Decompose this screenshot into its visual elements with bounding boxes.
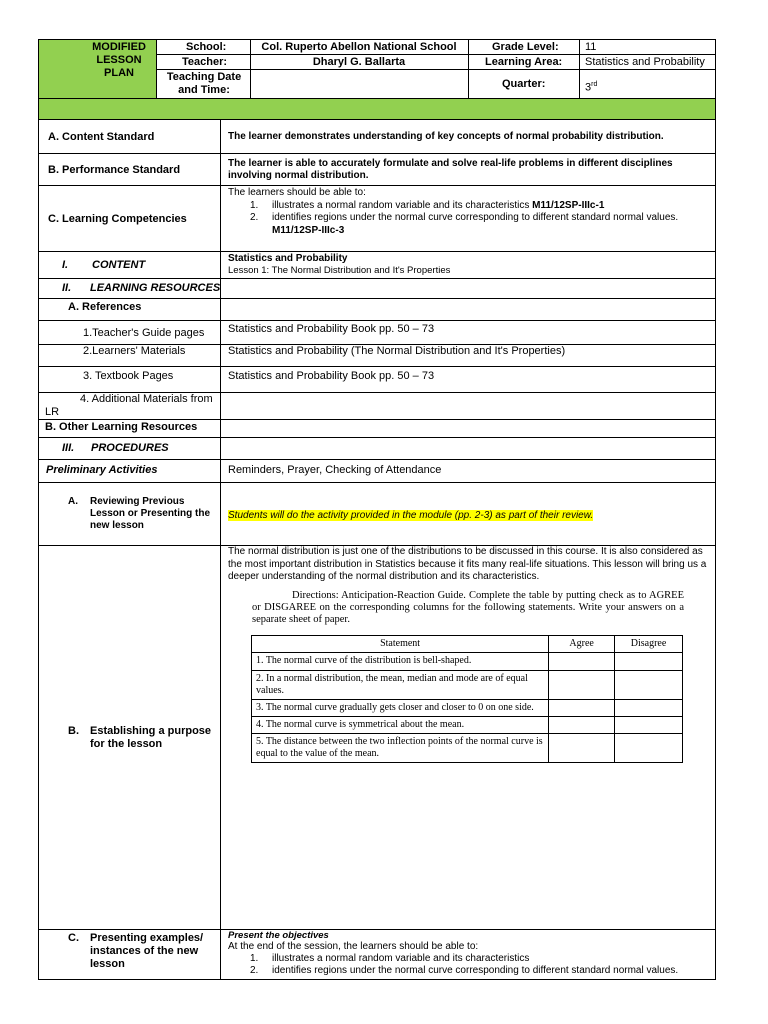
guide-agree-cell	[549, 700, 615, 717]
preliminary-value: Reminders, Prayer, Checking of Attendance	[228, 464, 442, 476]
review-num: A.	[68, 496, 78, 507]
content-num: I.	[62, 259, 69, 271]
guide-agree-cell	[549, 717, 615, 734]
area-label: Learning Area:	[485, 56, 563, 68]
plan-title: MODIFIED LESSON PLAN	[92, 41, 146, 79]
school-value: Col. Ruperto Abellon National School	[261, 41, 457, 53]
content-standard-label: A. Content Standard	[48, 131, 155, 143]
teacher-label: Teacher:	[182, 56, 228, 68]
purpose-num: B.	[68, 725, 79, 737]
learners-materials-label: 2.Learners' Materials	[83, 345, 186, 357]
objectives-title: Present the objectives	[228, 930, 329, 941]
guide-header-statement: Statement	[252, 636, 549, 653]
guide-header-disagree: Disagree	[615, 636, 683, 653]
guide-statement-2: 2. In a normal distribution, the mean, median and mode are of equal values.	[252, 671, 549, 700]
procedures-label: PROCEDURES	[91, 442, 169, 454]
purpose-label: Establishing a purpose for the lesson	[90, 725, 212, 750]
objective-2-num: 2.	[250, 965, 259, 976]
guide-header-agree: Agree	[549, 636, 615, 653]
examples-label: Presenting examples/ instances of the new lesson	[90, 932, 204, 970]
competency-1-num: 1.	[250, 200, 259, 211]
area-value: Statistics and Probability	[585, 56, 705, 68]
guide-statement-3: 3. The normal curve gradually gets closer and closer to 0 on one side.	[252, 700, 549, 717]
content-label: CONTENT	[92, 259, 146, 271]
guide-statement-1: 1. The normal curve of the distribution is bell-shaped.	[252, 653, 549, 671]
school-label: School:	[186, 41, 227, 53]
guide-agree-cell	[549, 734, 615, 763]
guide-directions: Directions: Anticipation-Reaction Guide. Complete the table by putting check as to AGREE or DISGAREE on the corresponding columns for the following statements. Write your answers on a separate sheet of paper.	[252, 590, 684, 625]
guide-statement-4: 4. The normal curve is symmetrical about the mean.	[252, 717, 549, 734]
additional-materials-label: 4. Additional Materials from LR	[45, 393, 213, 418]
quarter-value: 3rd	[585, 81, 598, 94]
guide-statement-5: 5. The distance between the two inflection points of the normal curve is equal to the value of the mean.	[252, 734, 549, 763]
date-label: Teaching Date and Time:	[166, 71, 242, 96]
objective-1-num: 1.	[250, 953, 259, 964]
review-value	[228, 510, 593, 522]
competency-2-code: M11/12SP-IIIc-3	[272, 225, 345, 236]
performance-standard-label: B. Performance Standard	[48, 164, 181, 176]
objectives-intro: At the end of the session, the learners should be able to:	[228, 941, 479, 952]
grade-value: 11	[585, 41, 597, 53]
purpose-intro: The normal distribution is just one of the distributions to be discussed in this course. It is also considered as the most important distribution in Statistics because it fits many real-life situations. This lesson will bring us a deeper understanding of the normal distribution and its characteristics.	[228, 546, 707, 582]
competency-1: illustrates a normal random variable and its characteristics M11/12SP-IIIc-1	[272, 200, 605, 211]
objective-2: identifies regions under the normal curve corresponding to different standard normal values.	[272, 965, 679, 976]
competency-2-num: 2.	[250, 212, 259, 223]
guide-agree-cell	[549, 671, 615, 700]
grade-label: Grade Level:	[492, 41, 559, 53]
competency-2: identifies regions under the normal curve corresponding to different standard normal values.	[272, 212, 679, 223]
quarter-label: Quarter:	[502, 78, 546, 90]
teachers-guide-value: Statistics and Probability Book pp. 50 – 73	[228, 323, 435, 335]
learning-resources-label: LEARNING RESOURCES	[90, 282, 221, 294]
guide-agree-cell	[549, 653, 615, 671]
teachers-guide-label: 1.Teacher's Guide pages	[83, 327, 205, 339]
guide-disagree-cell	[615, 671, 683, 700]
guide-disagree-cell	[615, 717, 683, 734]
textbook-value: Statistics and Probability Book pp. 50 – 73	[228, 370, 435, 382]
content-lesson: Lesson 1: The Normal Distribution and It's Properties	[228, 265, 451, 276]
examples-num: C.	[68, 932, 79, 944]
references-label: A. References	[68, 301, 142, 313]
objective-1: illustrates a normal random variable and its characteristics	[272, 953, 530, 964]
anticipation-reaction-table	[251, 635, 683, 763]
review-highlight: Students will do the activity provided in the module (pp. 2-3) as part of their review.	[228, 510, 594, 521]
learning-competencies-label: C. Learning Competencies	[48, 213, 187, 225]
learners-materials-value: Statistics and Probability (The Normal Distribution and It's Properties)	[228, 345, 566, 357]
guide-disagree-cell	[615, 653, 683, 671]
content-subject: Statistics and Probability	[228, 253, 348, 264]
guide-disagree-cell	[615, 734, 683, 763]
textbook-label: 3. Textbook Pages	[83, 370, 174, 382]
learning-resources-num: II.	[62, 282, 72, 294]
header-green-band	[39, 99, 715, 119]
procedures-num: III.	[62, 442, 75, 454]
guide-disagree-cell	[615, 700, 683, 717]
review-label: Reviewing Previous Lesson or Presenting the new lesson	[90, 496, 211, 531]
other-resources-label: B. Other Learning Resources	[45, 421, 198, 433]
competencies-intro: The learners should be able to:	[228, 187, 366, 198]
teacher-value: Dharyl G. Ballarta	[312, 56, 406, 68]
performance-standard-text: The learner is able to accurately formulate and solve real-life problems in different disciplines involving normal distribution.	[228, 158, 673, 181]
preliminary-label: Preliminary Activities	[46, 464, 158, 476]
content-standard-text: The learner demonstrates understanding of key concepts of normal probability distribution.	[228, 131, 664, 142]
